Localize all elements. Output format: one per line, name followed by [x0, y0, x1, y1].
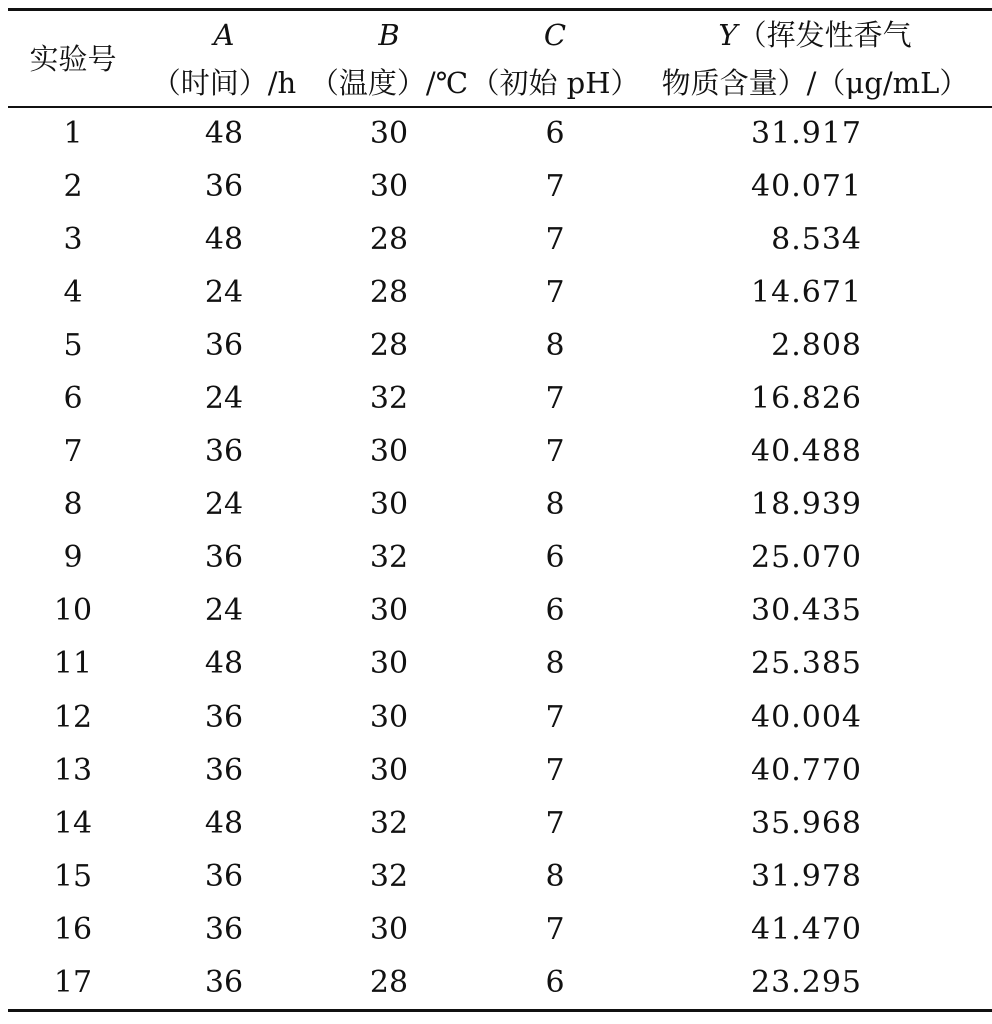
cell-aroma-content: 40.071 [751, 169, 862, 205]
table-row [0, 107, 992, 160]
table-row [0, 850, 992, 903]
cell-experiment-number: 2 [63, 169, 83, 205]
table-row [0, 478, 992, 531]
cell-aroma-content: 25.070 [751, 540, 862, 576]
table-row [0, 691, 992, 744]
cell-aroma-content: 8.534 [771, 222, 862, 258]
cell-time: 36 [204, 699, 244, 735]
cell-aroma-content: 2.808 [771, 328, 862, 364]
cell-temperature: 28 [369, 222, 409, 258]
cell-initial-ph: 6 [545, 593, 565, 629]
cell-initial-ph: 6 [545, 964, 565, 1000]
cell-initial-ph: 8 [545, 646, 565, 682]
table-row [0, 531, 992, 584]
cell-initial-ph: 7 [545, 381, 565, 417]
table-row [0, 956, 992, 1009]
cell-aroma-content: 18.939 [751, 487, 862, 523]
cell-experiment-number: 6 [63, 381, 83, 417]
cell-aroma-content: 40.488 [751, 434, 862, 470]
cell-temperature: 32 [369, 540, 409, 576]
cell-temperature: 32 [369, 805, 409, 841]
table-row [0, 797, 992, 850]
cell-temperature: 30 [369, 699, 409, 735]
cell-initial-ph: 7 [545, 805, 565, 841]
cell-experiment-number: 9 [63, 540, 83, 576]
cell-time: 24 [204, 487, 244, 523]
header-factor-c-desc: （初始 pH） [470, 65, 640, 100]
table-row [0, 372, 992, 425]
cell-time: 36 [204, 328, 244, 364]
header-factor-b-letter: B [378, 17, 400, 52]
cell-aroma-content: 41.470 [751, 911, 862, 947]
bottom-rule [8, 1009, 992, 1012]
table-row [0, 160, 992, 213]
cell-aroma-content: 31.978 [751, 858, 862, 894]
cell-aroma-content: 30.435 [751, 593, 862, 629]
cell-experiment-number: 17 [53, 964, 93, 1000]
header-response-y-line2: 物质含量）/（μg/mL） [661, 65, 969, 100]
cell-experiment-number: 10 [53, 593, 93, 629]
header-factor-c [472, 11, 638, 106]
cell-time: 48 [204, 222, 244, 258]
cell-temperature: 30 [369, 116, 409, 151]
cell-experiment-number: 3 [63, 222, 83, 258]
cell-initial-ph: 7 [545, 699, 565, 735]
cell-aroma-content: 31.917 [751, 116, 862, 151]
table-row [0, 213, 992, 266]
cell-temperature: 30 [369, 487, 409, 523]
cell-aroma-content: 35.968 [751, 805, 862, 841]
table-row [0, 637, 992, 690]
cell-time: 24 [204, 593, 244, 629]
cell-time: 36 [204, 858, 244, 894]
cell-initial-ph: 8 [545, 858, 565, 894]
cell-initial-ph: 7 [545, 752, 565, 788]
header-response-y-line1 [718, 11, 911, 59]
cell-temperature: 30 [369, 752, 409, 788]
cell-time: 36 [204, 434, 244, 470]
cell-experiment-number: 14 [53, 805, 93, 841]
table-row [0, 584, 992, 637]
cell-experiment-number: 7 [63, 434, 83, 470]
header-response-y-letter: Y [718, 17, 738, 52]
cell-experiment-number: 1 [63, 116, 83, 151]
table-row [0, 425, 992, 478]
cell-initial-ph: 6 [545, 540, 565, 576]
cell-initial-ph: 6 [545, 116, 565, 151]
cell-initial-ph: 8 [545, 328, 565, 364]
cell-time: 36 [204, 911, 244, 947]
table-row [0, 903, 992, 956]
cell-temperature: 30 [369, 434, 409, 470]
header-factor-b [306, 11, 472, 106]
cell-temperature: 30 [369, 169, 409, 205]
header-factor-a-desc: （时间）/h [151, 65, 297, 100]
header-response-y [650, 11, 980, 106]
cell-temperature: 28 [369, 275, 409, 311]
cell-experiment-number: 12 [53, 699, 93, 735]
cell-initial-ph: 7 [545, 275, 565, 311]
cell-time: 24 [204, 275, 244, 311]
table-header [0, 11, 992, 106]
cell-time: 36 [204, 752, 244, 788]
cell-aroma-content: 23.295 [751, 964, 862, 1000]
cell-initial-ph: 7 [545, 434, 565, 470]
cell-temperature: 32 [369, 381, 409, 417]
cell-aroma-content: 40.004 [751, 699, 862, 735]
cell-temperature: 30 [369, 646, 409, 682]
cell-experiment-number: 11 [53, 646, 93, 682]
cell-initial-ph: 8 [545, 487, 565, 523]
cell-aroma-content: 25.385 [751, 646, 862, 682]
cell-initial-ph: 7 [545, 911, 565, 947]
cell-time: 48 [204, 805, 244, 841]
cell-aroma-content: 14.671 [751, 275, 862, 311]
table-row [0, 266, 992, 319]
cell-time: 48 [204, 646, 244, 682]
cell-time: 24 [204, 381, 244, 417]
cell-experiment-number: 8 [63, 487, 83, 523]
cell-aroma-content: 16.826 [751, 381, 862, 417]
cell-experiment-number: 13 [53, 752, 93, 788]
cell-temperature: 28 [369, 328, 409, 364]
table-row [0, 744, 992, 797]
table-row [0, 319, 992, 372]
cell-experiment-number: 15 [53, 858, 93, 894]
cell-aroma-content: 40.770 [751, 752, 862, 788]
cell-temperature: 30 [369, 593, 409, 629]
cell-time: 48 [204, 116, 244, 151]
header-factor-a-letter: A [213, 17, 235, 52]
header-response-y-line1-text: （挥发性香气 [737, 17, 912, 52]
cell-time: 36 [204, 169, 244, 205]
cell-experiment-number: 4 [63, 275, 83, 311]
header-experiment-number [8, 11, 138, 106]
cell-time: 36 [204, 540, 244, 576]
cell-temperature: 32 [369, 858, 409, 894]
cell-experiment-number: 5 [63, 328, 83, 364]
cell-experiment-number: 16 [53, 911, 93, 947]
header-factor-c-letter: C [543, 17, 567, 52]
header-factor-b-desc: （温度）/℃ [309, 65, 469, 100]
header-factor-a [148, 11, 300, 106]
cell-temperature: 28 [369, 964, 409, 1000]
header-experiment-number-label: 实验号 [29, 41, 117, 76]
cell-time: 36 [204, 964, 244, 1000]
table-body [0, 107, 992, 1009]
cell-initial-ph: 7 [545, 169, 565, 205]
cell-temperature: 30 [369, 911, 409, 947]
cell-initial-ph: 7 [545, 222, 565, 258]
